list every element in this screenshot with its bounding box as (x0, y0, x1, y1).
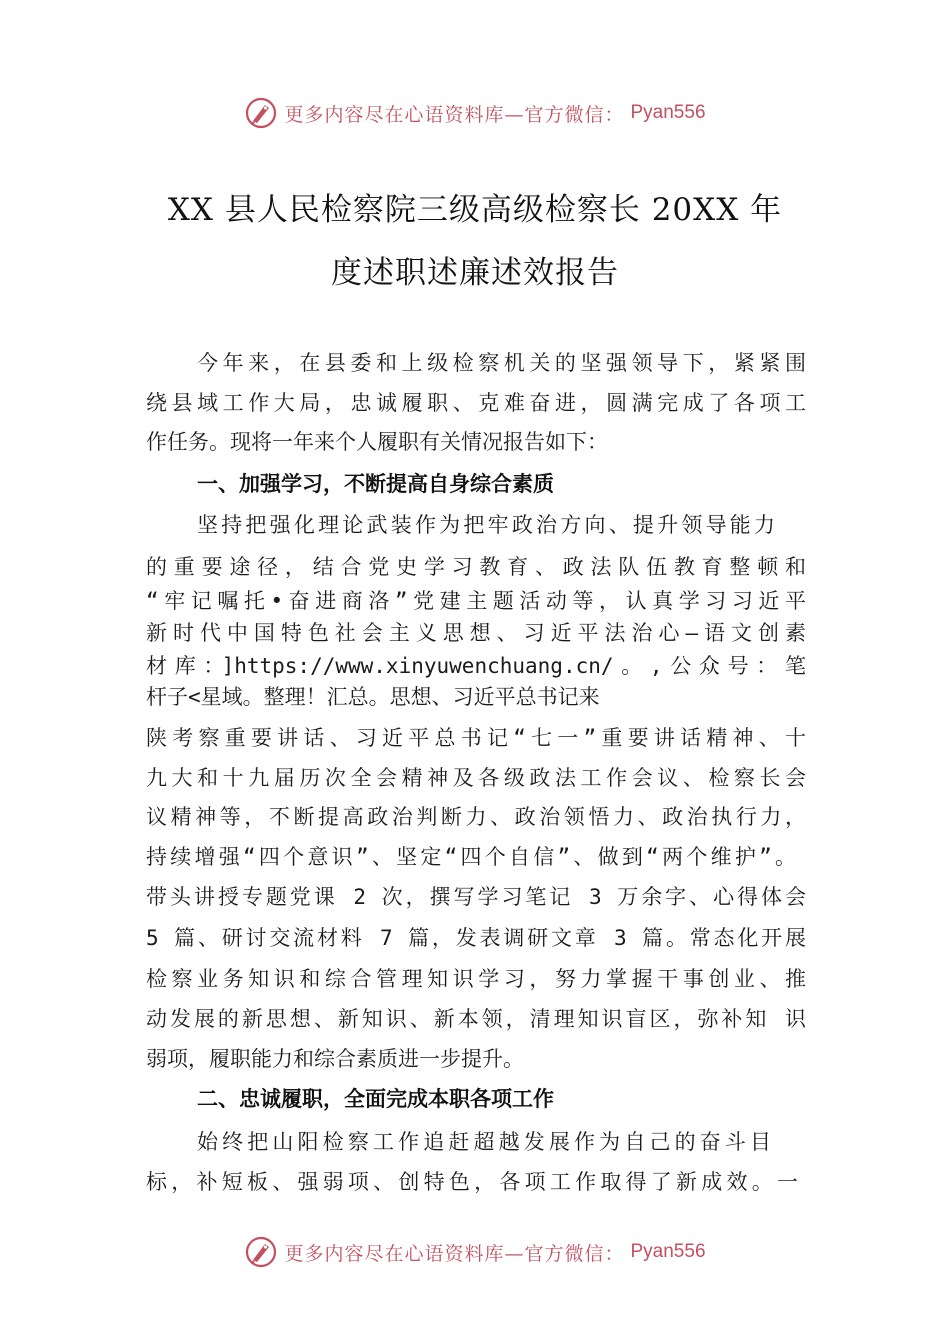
paragraph-line: 陕考察重要讲话、习近平总书记“七一”重要讲话精神、十 (146, 726, 806, 750)
banner-wechat-id: Pyan556 (630, 1241, 706, 1262)
paragraph-line: “牢记嘱托•奋进商洛”党建主题活动等，认真学习习近平 (146, 589, 806, 613)
paragraph-line: 今年来，在县委和上级检察机关的坚强领导下，紧紧围 (197, 351, 806, 375)
paragraph-line: 议精神等，不断提高政治判断力、政治领悟力、政治执行力， (146, 805, 806, 829)
pen-nib-logo-icon (244, 96, 278, 130)
paragraph-line: 作任务。现将一年来个人履职有关情况报告如下： (146, 430, 608, 454)
paragraph-line: 坚持把强化理论武装作为把牢政治方向、提升领导能力 (197, 513, 775, 537)
section-heading-2: 二、忠诚履职，全面完成本职各项工作 (197, 1087, 554, 1111)
paragraph-line: 的重要途径，结合党史学习教育、政法队伍教育整顿和 (146, 555, 806, 579)
paragraph-line: 检察业务知识和综合管理知识学习，努力掌握干事创业、推 (146, 967, 806, 991)
section-heading-1: 一、加强学习，不断提高自身综合素质 (197, 472, 554, 496)
paragraph-line: 标，补短板、强弱项、创特色，各项工作取得了新成效。一 (146, 1170, 798, 1194)
paragraph-line: 九大和十九届历次全会精神及各级政法工作会议、检察长会 (146, 766, 806, 790)
pen-nib-logo-icon (244, 1235, 278, 1269)
banner-text: 更多内容尽在心语资料库—官方微信： (284, 103, 625, 126)
link-paragraph-line: 材库：]https://www.xinyuwenchuang.cn/。,公众号：笔 (146, 654, 806, 678)
banner-text: 更多内容尽在心语资料库—官方微信： (284, 1242, 625, 1265)
paragraph-line: 杆子<星域。整理！汇总。思想、习近平总书记来 (146, 685, 600, 709)
paragraph-line: 带头讲授专题党课 2 次，撰写学习笔记 3 万余字、心得体会 (146, 885, 806, 909)
paragraph-line: 5 篇、研讨交流材料 7 篇，发表调研文章 3 篇。常态化开展 (146, 926, 806, 950)
document-title-line-2: 度述职述廉述效报告 (331, 255, 619, 291)
paragraph-line: 持续增强“四个意识”、坚定“四个自信”、做到“两个维护”。 (146, 845, 796, 869)
paragraph-line: 绕县域工作大局，忠诚履职、克难奋进，圆满完成了各项工 (146, 391, 806, 415)
document-title-line-1: XX 县人民检察院三级高级检察长 20XX 年 (167, 192, 783, 228)
banner-wechat-id: Pyan556 (630, 102, 706, 123)
paragraph-line: 动发展的新思想、新知识、新本领，清理知识盲区，弥补知 识 (146, 1007, 806, 1031)
paragraph-line: 弱项，履职能力和综合素质进一步提升。 (146, 1047, 524, 1071)
header-watermark-banner (0, 93, 950, 133)
paragraph-line: 始终把山阳检察工作追赶超越发展作为自己的奋斗目 (197, 1130, 771, 1154)
footer-watermark-banner (0, 1232, 950, 1272)
paragraph-line: 新时代中国特色社会主义思想、习近平法治心—语文创素 (146, 621, 806, 645)
